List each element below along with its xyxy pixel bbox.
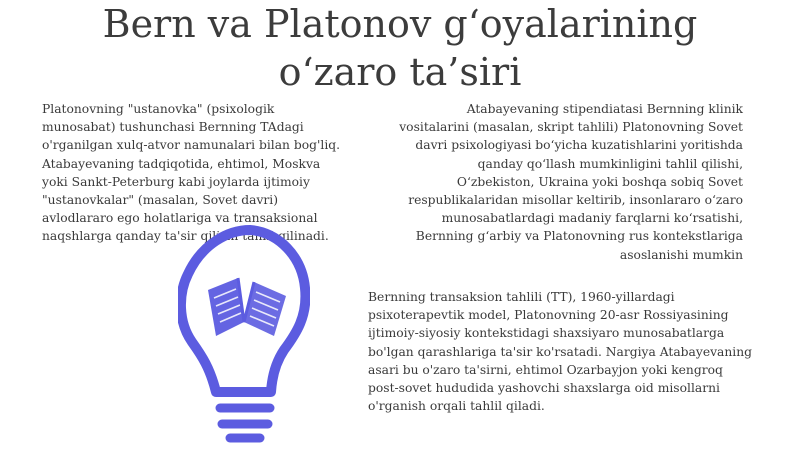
- lightbulb-with-book-icon: [178, 218, 310, 450]
- title-line-2: o‘zaro ta’siri: [278, 50, 522, 94]
- paragraph-left: Platonovning "ustanovka" (psixologik munosabat) tushunchasi Bernning TAdagi o'rganilgan xulq-atvor namunalari bilan bog'liq. Atabayevaning tadqiqotida, ehtimol, Moskva yoki Sankt-Peterburg kabi joylarda ijtimoiy "ustanovkalar" (masalan, Sovet davri) avlodlararo ego holatlariga va transaksional naqshlarga qanday ta'sir qilishi tahlil qilinadi.: [42, 102, 341, 244]
- title-line-1: Bern va Platonov g‘oyalarining: [102, 2, 698, 46]
- paragraph-right-top: Atabayevaning stipendiatasi Bernning klinik vositalarini (masalan, skript tahlili) Platonovning Sovet davri psixologiyasi bo‘yicha kuzatishlarini yoritishda qanday qo‘llash mumkinligini tahlil qilishi, O‘zbekiston, Ukraina yoki boshqa sobiq Sovet respublikalaridan misollar keltirib, insonlararo o‘zaro munosabatlardagi madaniy farqlarni ko‘rsatishi, Bernning g‘arbiy va Platonovning rus kontekstlariga asoslanishi mumkin: [399, 102, 743, 262]
- page-title: [0, 0, 800, 96]
- paragraph-right-bottom: Bernning transaksion tahlili (TT), 1960-yillardagi psixoterapevtik model, Platonovning 20-asr Rossiyasining ijtimoiy-siyosiy kontekstidagi shaxsiyaro munosabatlarga bo'lgan qarashlariga ta'sir ko'rsatadi. Nargiya Atabayevaning asari bu o'zaro ta'sirni, ehtimol Ozarbayjon yoki kengroq post-sovet hududida yashovchi shaxslarga oid misollarni o'rganish orqali tahlil qiladi.: [368, 290, 753, 414]
